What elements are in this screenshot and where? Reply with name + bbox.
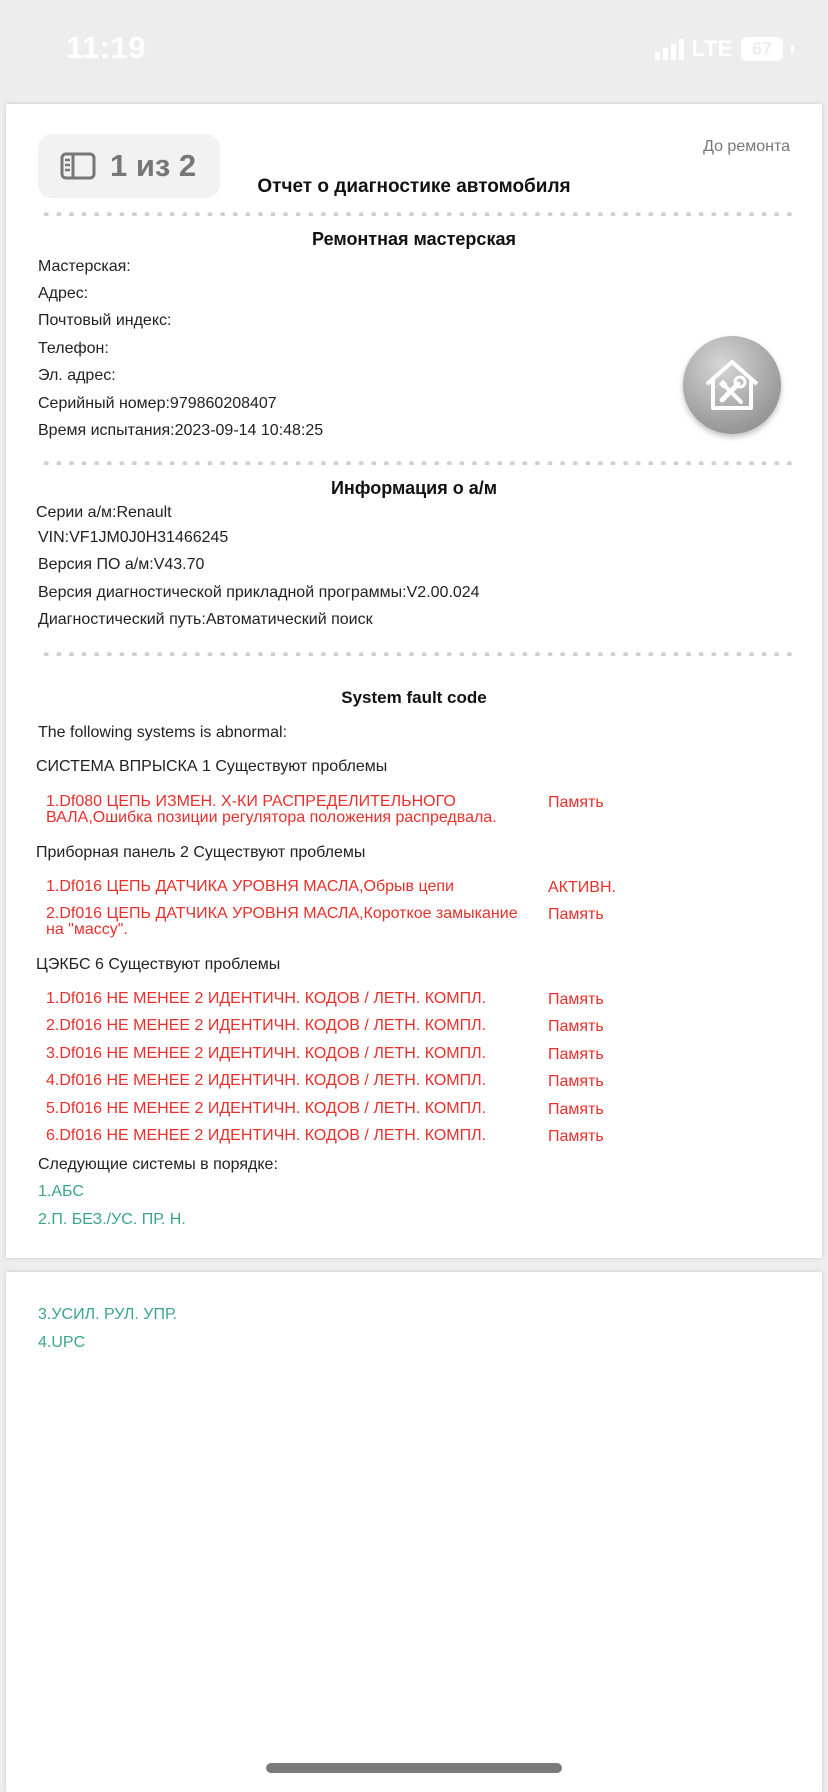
fault-status: Память [548, 1018, 604, 1035]
battery-tip [791, 45, 794, 53]
test-time: Время испытания:2023-09-14 10:48:25 [38, 422, 324, 439]
vehicle-vin: VIN:VF1JM0J0H31466245 [38, 529, 229, 546]
serial-number: Серийный номер:979860208407 [38, 395, 277, 412]
fault-code-text: 1.Df016 НЕ МЕНЕЕ 2 ИДЕНТИЧН. КОДОВ / ЛЕТН. КОМПЛ. [46, 990, 487, 1007]
fault-code-text: 3.Df016 НЕ МЕНЕЕ 2 ИДЕНТИЧН. КОДОВ / ЛЕТН. КОМПЛ. [46, 1045, 487, 1062]
workshop-address: Адрес: [38, 285, 89, 302]
workshop-name: Мастерская: [38, 258, 131, 275]
workshop-email: Эл. адрес: [38, 367, 116, 384]
fault-code-text: 1.Df016 ЦЕПЬ ДАТЧИКА УРОВНЯ МАСЛА,Обрыв цепи [46, 878, 454, 895]
ok-system-item: 2.П. БЕЗ./УС. ПР. Н. [38, 1211, 186, 1228]
system-name: Приборная панель 2 Существуют проблемы [36, 844, 366, 861]
fault-status: Память [548, 1046, 604, 1063]
fault-code-text: 1.Df080 ЦЕПЬ ИЗМЕН. Х-КИ РАСПРЕДЕЛИТЕЛЬНОГО ВАЛА,Ошибка позиции регулятора положения распредвала. [46, 793, 497, 826]
battery-icon: 67 [741, 37, 783, 61]
home-repair-icon [701, 354, 763, 416]
divider [40, 461, 796, 465]
ok-system-item: 3.УСИЛ. РУЛ. УПР. [38, 1306, 178, 1323]
before-repair-label: До ремонта [703, 138, 790, 155]
fault-status: Память [548, 794, 604, 811]
system-name: ЦЭКБС 6 Существуют проблемы [36, 956, 281, 973]
fault-code-text: 5.Df016 НЕ МЕНЕЕ 2 ИДЕНТИЧН. КОДОВ / ЛЕТН. КОМПЛ. [46, 1100, 487, 1117]
report-page-2 [6, 1272, 822, 1792]
fault-status: Память [548, 1073, 604, 1090]
network-type: LTE [691, 36, 733, 61]
ok-system-item: 1.АБС [38, 1183, 84, 1200]
system-name: СИСТЕМА ВПРЫСКА 1 Существуют проблемы [36, 758, 388, 775]
fault-code-text: 2.Df016 НЕ МЕНЕЕ 2 ИДЕНТИЧН. КОДОВ / ЛЕТН. КОМПЛ. [46, 1017, 487, 1034]
vehicle-series: Серии а/м:Renault [36, 504, 172, 521]
fault-status: Память [548, 1101, 604, 1118]
fault-status: АКТИВН. [548, 879, 616, 896]
report-title: Отчет о диагностике автомобиля [257, 176, 571, 197]
diag-app-version: Версия диагностической прикладной программы:V2.00.024 [38, 584, 480, 601]
workshop-zip: Почтовый индекс: [38, 312, 172, 329]
workshop-title: Ремонтная мастерская [312, 229, 516, 249]
vehicle-sw-version: Версия ПО а/м:V43.70 [38, 556, 205, 573]
diag-path: Диагностический путь:Автоматический поиск [38, 611, 373, 628]
abnormal-intro: The following systems is abnormal: [38, 724, 287, 741]
divider [40, 212, 796, 216]
divider [40, 652, 796, 656]
report-page-1 [6, 104, 822, 1258]
vehicle-title: Информация о а/м [330, 478, 498, 498]
fault-code-title: System fault code [341, 688, 487, 707]
workshop-phone: Телефон: [38, 340, 109, 357]
status-time: 11:19 [66, 30, 147, 65]
fault-status: Память [548, 1128, 604, 1145]
home-button[interactable] [683, 336, 781, 434]
status-indicators [655, 36, 794, 62]
fault-status: Память [548, 906, 604, 923]
fault-status: Память [548, 991, 604, 1008]
fault-code-text: 6.Df016 НЕ МЕНЕЕ 2 ИДЕНТИЧН. КОДОВ / ЛЕТН. КОМПЛ. [46, 1127, 487, 1144]
ok-system-item: 4.UPC [38, 1334, 86, 1351]
ok-systems-intro: Следующие системы в порядке: [38, 1156, 278, 1173]
fault-code-text: 4.Df016 НЕ МЕНЕЕ 2 ИДЕНТИЧН. КОДОВ / ЛЕТН. КОМПЛ. [46, 1072, 487, 1089]
page-indicator-label: 1 из 2 [110, 148, 197, 183]
signal-icon [655, 38, 684, 60]
fault-code-text: 2.Df016 ЦЕПЬ ДАТЧИКА УРОВНЯ МАСЛА,Короткое замыкание на "массу". [46, 905, 518, 938]
status-bar [0, 0, 828, 100]
home-indicator[interactable] [266, 1763, 562, 1773]
